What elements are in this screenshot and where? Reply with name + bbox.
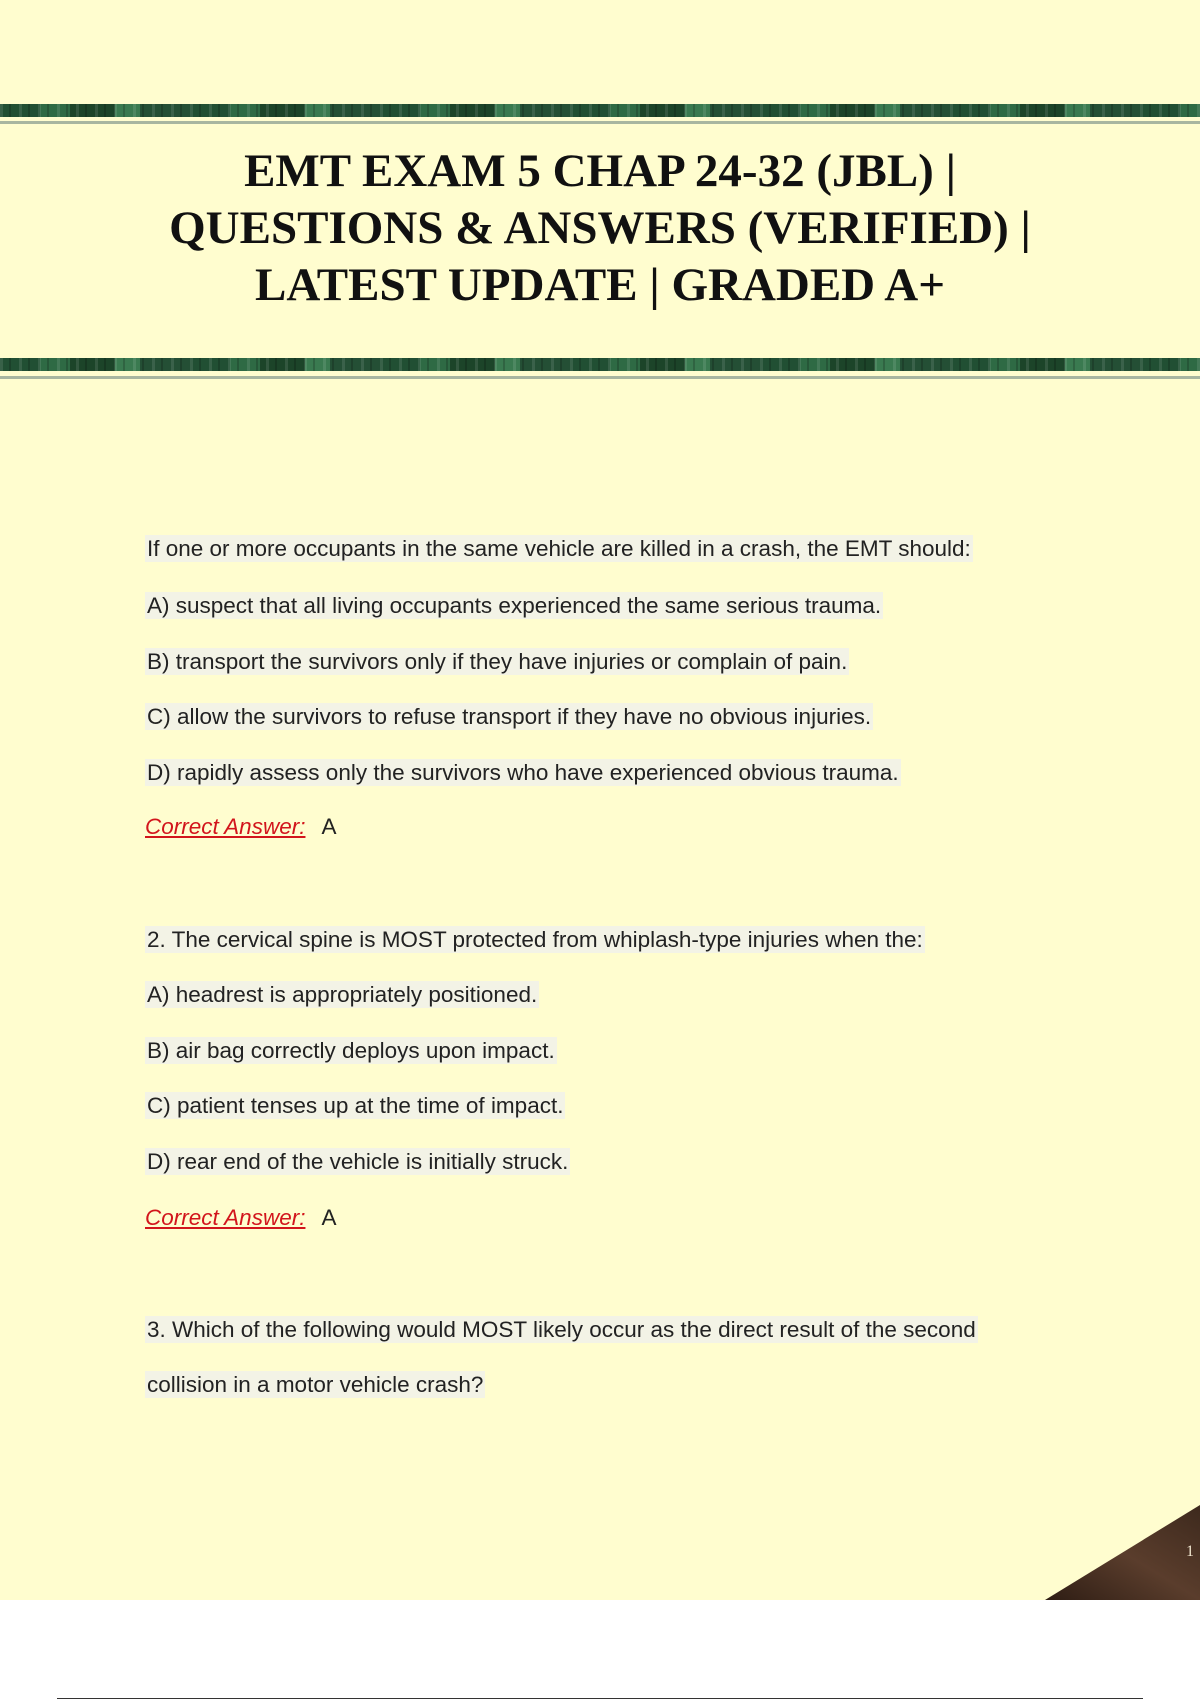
title-line-1: EMT EXAM 5 CHAP 24-32 (JBL) |	[244, 145, 956, 197]
question-2-option-d: D) rear end of the vehicle is initially struck.	[147, 1149, 569, 1174]
question-2-option-a: A) headrest is appropriately positioned.	[147, 982, 538, 1007]
question-1-option-c: C) allow the survivors to refuse transport if they have no obvious injuries.	[147, 704, 872, 729]
question-1-correct-answer	[145, 812, 336, 842]
question-3-prompt-line-1: 3. Which of the following would MOST likely occur as the direct result of the second	[147, 1317, 976, 1342]
page-number: 1	[1186, 1543, 1194, 1560]
question-2-correct-answer	[145, 1203, 336, 1233]
correct-answer-value: A	[321, 814, 337, 839]
question-1-option-b: B) transport the survivors only if they have injuries or complain of pain.	[147, 649, 848, 674]
question-2-option-b: B) air bag correctly deploys upon impact.	[147, 1038, 555, 1063]
footer-rule	[57, 1698, 1143, 1699]
top-decorative-band	[0, 104, 1200, 117]
title-line-3: LATEST UPDATE | GRADED A+	[254, 259, 946, 311]
bottom-thin-rule	[0, 376, 1200, 379]
question-1-prompt: If one or more occupants in the same vehicle are killed in a crash, the EMT should:	[147, 536, 971, 561]
question-1-option-a: A) suspect that all living occupants experienced the same serious trauma.	[147, 593, 882, 618]
question-3-prompt-line-2: collision in a motor vehicle crash?	[147, 1372, 484, 1397]
correct-answer-label: Correct Answer:	[145, 814, 306, 839]
question-2-option-c: C) patient tenses up at the time of impact.	[147, 1093, 564, 1118]
correct-answer-label: Correct Answer:	[145, 1205, 306, 1230]
question-2-prompt: 2. The cervical spine is MOST protected from whiplash-type injuries when the:	[147, 927, 923, 952]
question-1-option-d: D) rapidly assess only the survivors who have experienced obvious trauma.	[147, 760, 899, 785]
document-title	[60, 143, 1140, 314]
page-corner-decoration	[1045, 1505, 1200, 1600]
bottom-decorative-band	[0, 358, 1200, 371]
top-thin-rule	[0, 121, 1200, 124]
correct-answer-value: A	[321, 1205, 337, 1230]
title-line-2: QUESTIONS & ANSWERS (VERIFIED) |	[169, 202, 1031, 254]
